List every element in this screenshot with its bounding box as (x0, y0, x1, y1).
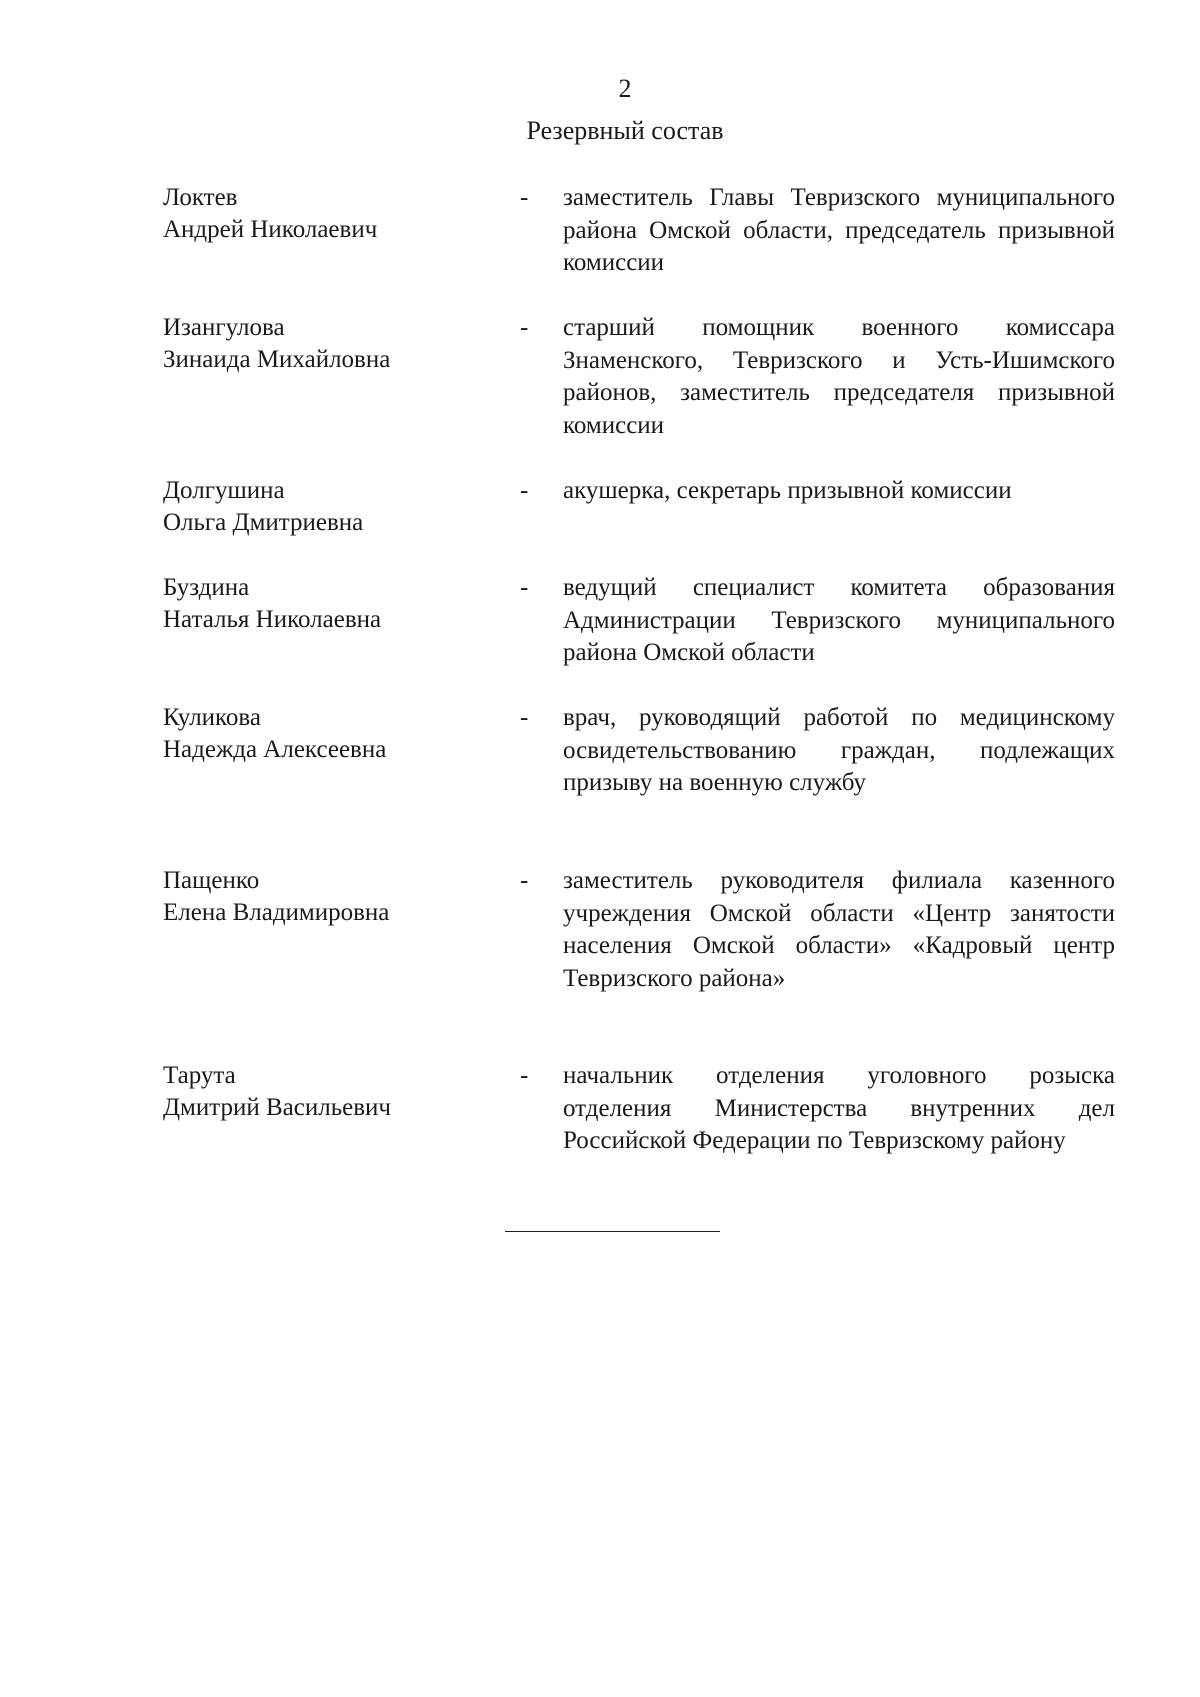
member-role: ведущий специалист комитета образования Администрации Тевризского муниципального района Омской области (563, 574, 1115, 666)
member-surname: Долгушина (163, 477, 285, 504)
member-name (163, 1060, 503, 1124)
member-given-names: Надежда Алексеевна (163, 736, 387, 763)
section-title: Резервный состав (526, 116, 724, 145)
member-name (163, 865, 503, 929)
member-dash: - (520, 574, 529, 601)
page-number: 2 (618, 74, 632, 103)
member-surname: Тарута (163, 1062, 236, 1089)
member-role: заместитель Главы Тевризского муниципального района Омской области, председатель призывной комиссии (563, 184, 1115, 276)
member-name (163, 182, 503, 246)
closing-rule (505, 1231, 720, 1232)
member-surname: Буздина (163, 574, 250, 601)
member-role: начальник отделения уголовного розыска отделения Министерства внутренних дел Российской Федерации по Тевризскому району (563, 1062, 1115, 1154)
member-given-names: Елена Владимировна (163, 899, 390, 926)
member-given-names: Зинаида Михайловна (163, 346, 391, 373)
member-name (163, 702, 503, 766)
member-dash: - (520, 1062, 529, 1089)
member-role: врач, руководящий работой по медицинскому освидетельствованию граждан, подлежащих призыву на военную службу (563, 704, 1115, 796)
member-given-names: Дмитрий Васильевич (163, 1094, 391, 1121)
member-surname: Куликова (163, 704, 261, 731)
member-given-names: Андрей Николаевич (163, 216, 378, 243)
member-surname: Локтев (163, 184, 238, 211)
member-role: акушерка, секретарь призывной комиссии (563, 477, 1012, 504)
member-dash: - (520, 477, 529, 504)
member-dash: - (520, 704, 529, 731)
member-dash: - (520, 867, 529, 894)
member-surname: Пащенко (163, 867, 260, 894)
member-given-names: Наталья Николаевна (163, 606, 382, 633)
member-dash: - (520, 184, 529, 211)
member-name (163, 475, 503, 539)
member-role: старший помощник военного комиссара Знаменского, Тевризского и Усть-Ишимского районов, заместитель председателя призывной комиссии (563, 314, 1115, 439)
member-name (163, 312, 503, 376)
member-name (163, 572, 503, 636)
member-role: заместитель руководителя филиала казенного учреждения Омской области «Центр занятости населения Омской области» «Кадровый центр Тевризского района» (563, 867, 1115, 992)
member-surname: Изангулова (163, 314, 285, 341)
member-dash: - (520, 314, 529, 341)
member-given-names: Ольга Дмитриевна (163, 509, 364, 536)
